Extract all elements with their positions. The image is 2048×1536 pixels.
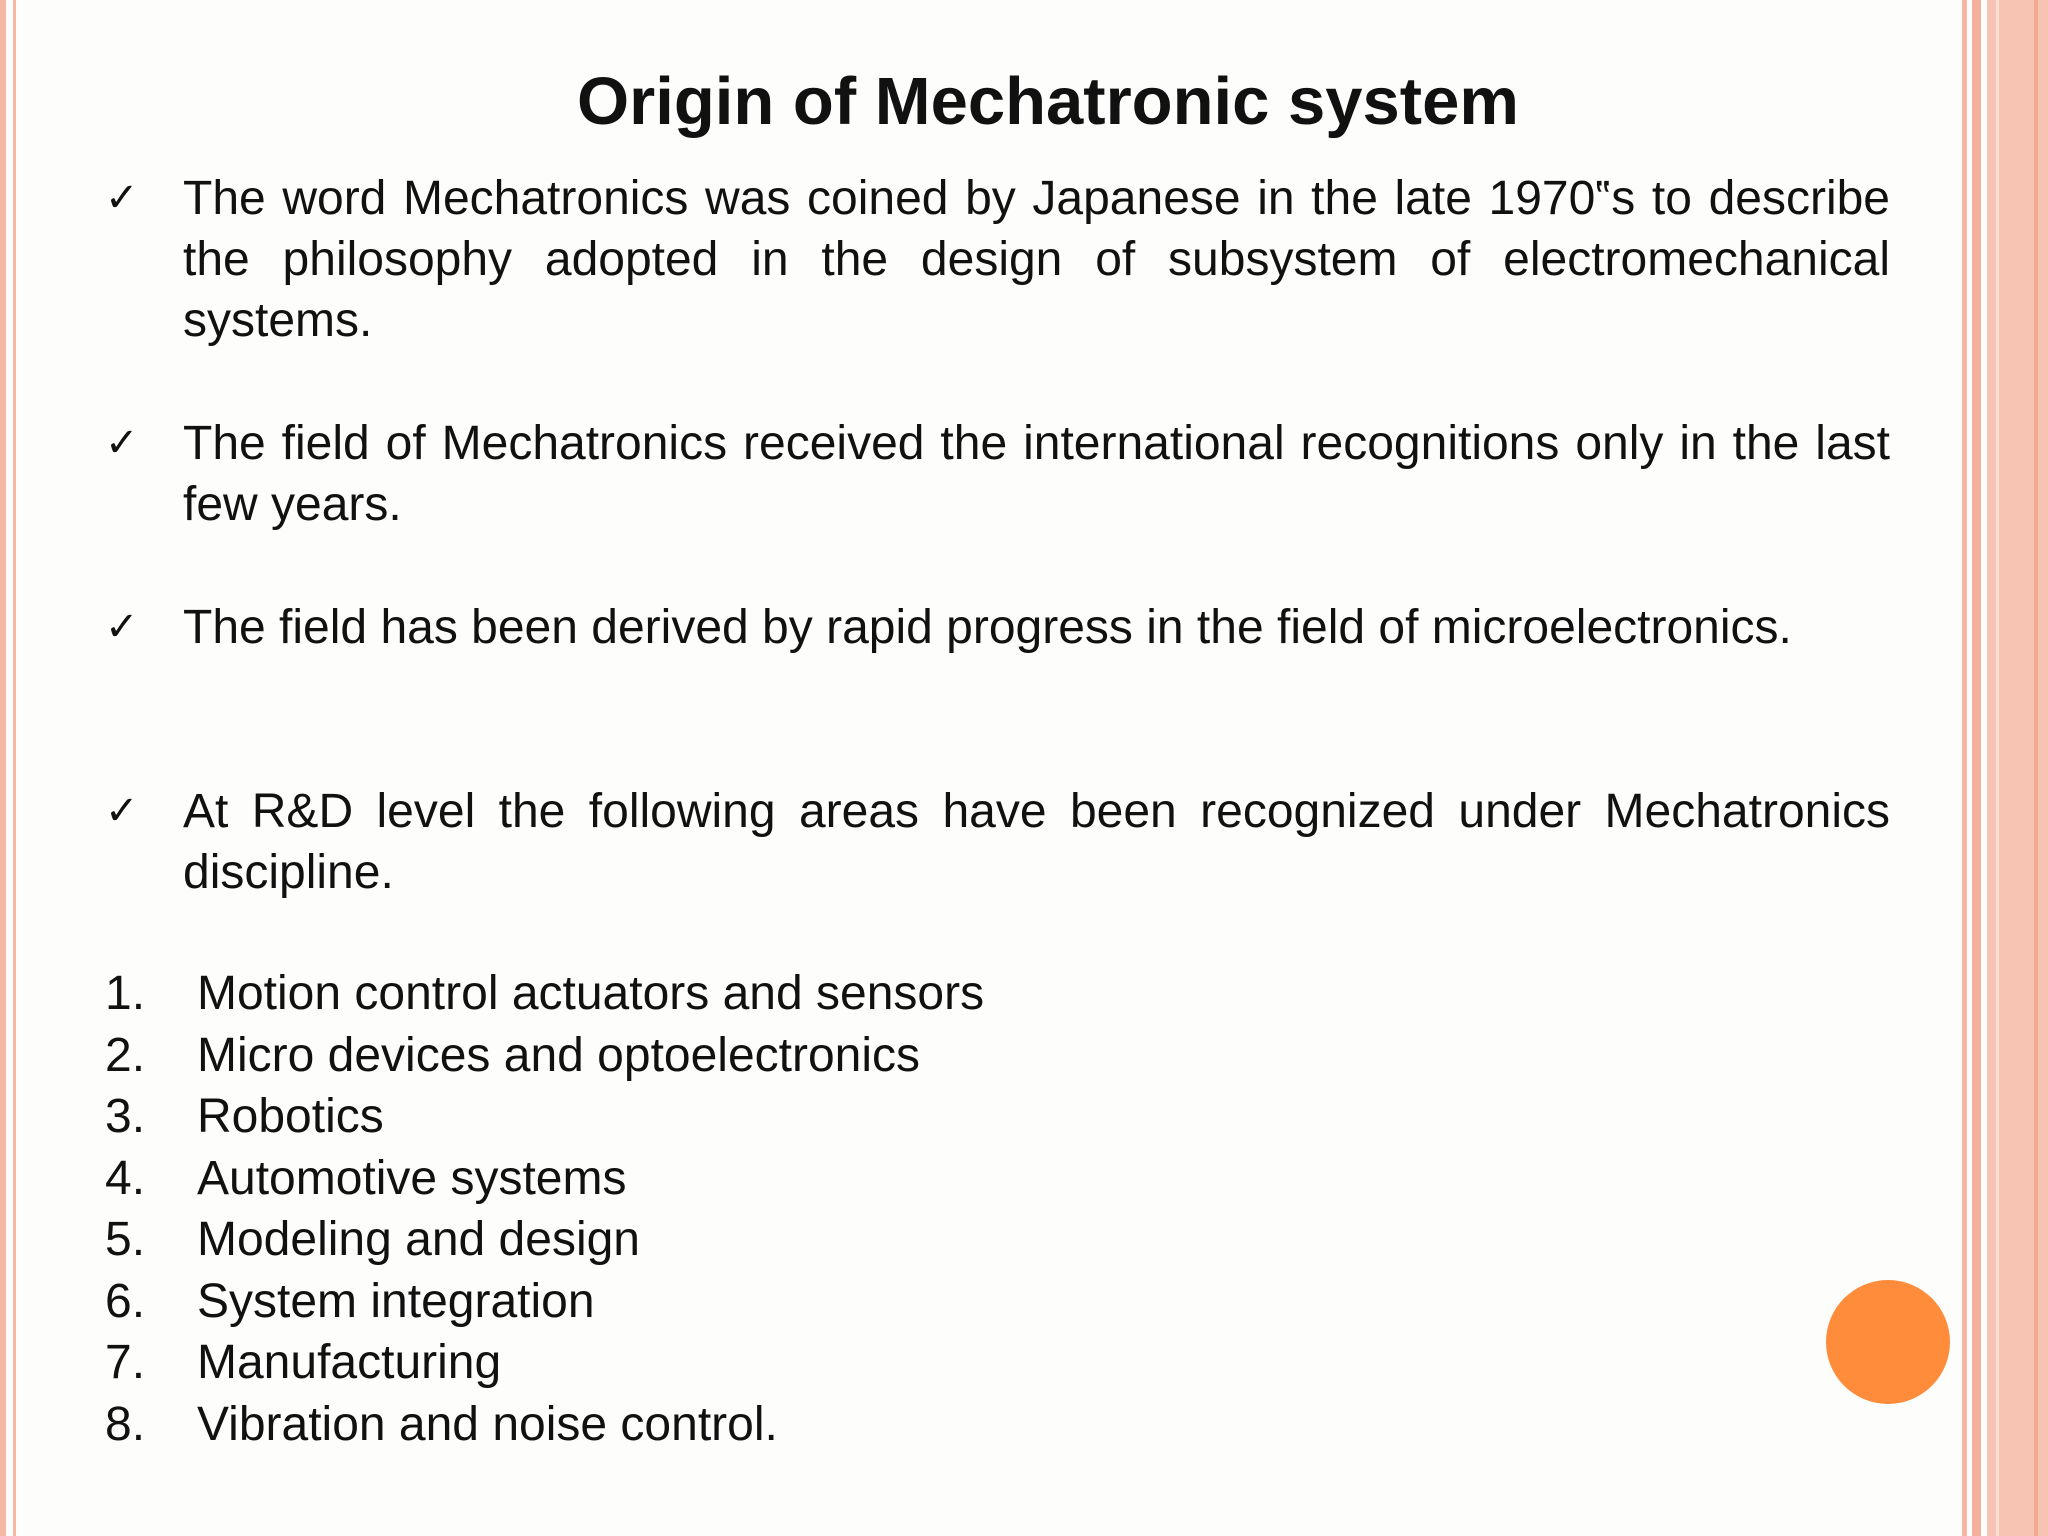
list-label: Manufacturing bbox=[197, 1336, 502, 1389]
left-border-line-thin bbox=[13, 0, 16, 1536]
list-number: 5. bbox=[105, 1213, 146, 1266]
list-number: 3. bbox=[105, 1090, 146, 1143]
list-label: Automotive systems bbox=[197, 1151, 627, 1205]
slide-title: Origin of Mechatronic system bbox=[577, 64, 1519, 139]
bullet-text: At R&D level the following areas have been recognized under Mechatronics discipline. bbox=[183, 785, 1890, 899]
right-border-stripe bbox=[1972, 0, 1981, 1536]
bullet-text: The field has been derived by rapid progress in the field of microelectronics. bbox=[183, 601, 1792, 654]
list-label: Motion control actuators and sensors bbox=[197, 967, 985, 1020]
checkmark-icon: ✓ bbox=[105, 788, 139, 834]
list-number: 6. bbox=[105, 1274, 146, 1328]
right-border-highlight bbox=[1996, 0, 1999, 1536]
list-label: Micro devices and optoelectronics bbox=[197, 1028, 921, 1082]
bullet-text: The field of Mechatronics received the international recognitions only in the last few years. bbox=[183, 417, 1890, 531]
list-label: Vibration and noise control. bbox=[197, 1397, 778, 1451]
left-border-line bbox=[0, 0, 6, 1536]
bullet-item bbox=[105, 168, 1890, 351]
bullet-item bbox=[105, 413, 1890, 535]
bullet-item bbox=[105, 597, 1890, 658]
checkmark-icon: ✓ bbox=[105, 420, 139, 466]
bullet-text: The word Mechatronics was coined by Japanese in the late 1970‟s to describe the philosophy adopted in the design of subsystem of electromechanical systems. bbox=[183, 172, 1890, 347]
list-label: Robotics bbox=[197, 1090, 384, 1143]
list-number: 8. bbox=[105, 1397, 146, 1451]
list-number: 7. bbox=[105, 1336, 146, 1389]
list-label: Modeling and design bbox=[197, 1213, 640, 1266]
orange-circle-decoration bbox=[1826, 1280, 1950, 1404]
right-border-stripe-dark bbox=[2034, 0, 2038, 1536]
bullet-item bbox=[105, 781, 1890, 903]
checkmark-icon: ✓ bbox=[105, 604, 139, 650]
list-number: 2. bbox=[105, 1028, 146, 1082]
list-number: 4. bbox=[105, 1151, 146, 1205]
list-number: 1. bbox=[105, 967, 146, 1020]
checkmark-icon: ✓ bbox=[105, 175, 139, 221]
right-border-stripe bbox=[1962, 0, 1967, 1536]
list-label: System integration bbox=[197, 1274, 595, 1328]
